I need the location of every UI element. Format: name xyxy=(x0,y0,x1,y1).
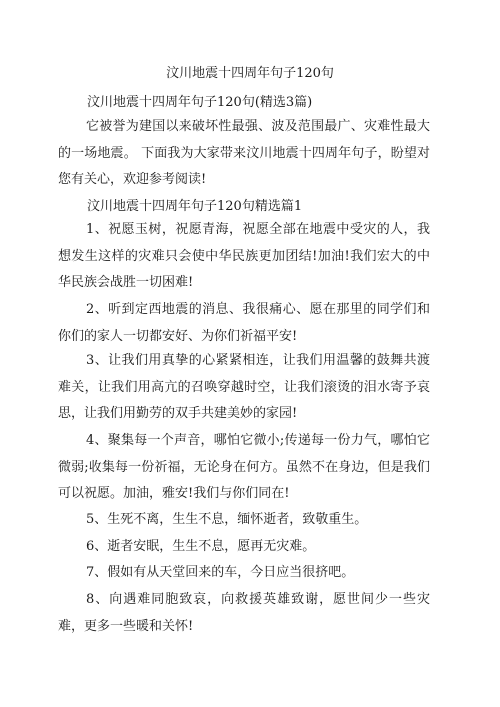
list-item: 3、让我们用真挚的心紧紧相连，让我们用温馨的鼓舞共渡难关，让我们用高亢的召唤穿越时空，让我们滚烫的泪水寄予哀思，让我们用勤劳的双手共建美妙的家园! xyxy=(58,353,430,421)
document-title: 汶川地震十四周年句子120句 xyxy=(166,66,334,81)
section-heading: 汶川地震十四周年句子120句精选篇1 xyxy=(87,199,303,214)
list-item: 1、祝愿玉树，祝愿青海，祝愿全部在地震中受灾的人，我想发生这样的灾难只会使中华民族更加团结!加油!我们宏大的中华民族会战胜一切困难! xyxy=(58,222,430,290)
list-item: 8、向遇难同胞致哀，向救援英雄致谢，愿世间少一些灾难，更多一些暖和关怀! xyxy=(58,592,430,634)
list-item: 5、生死不离，生生不息，缅怀逝者，致敬重生。 xyxy=(86,512,368,527)
document-subtitle: 汶川地震十四周年句子120句(精选3篇) xyxy=(87,95,313,110)
list-item: 2、听到定西地震的消息、我很痛心、愿在那里的同学们和你们的家人一切都安好、为你们祈福平安! xyxy=(58,302,430,344)
list-item: 4、聚集每一个声音，哪怕它微小;传递每一份力气，哪怕它微弱;收集每一份祈福，无论身在何方。虽然不在身边，但是我们可以祝愿。加油，雅安!我们与你们同在! xyxy=(58,433,430,501)
intro-paragraph: 它被誉为建国以来破坏性最强、波及范围最广、灾难性最大的一场地震。 下面我为大家带来汶川地震十四周年句子，盼望对您有关心，欢迎参考阅读! xyxy=(58,119,430,187)
list-item: 6、逝者安眠，生生不息，愿再无灾难。 xyxy=(86,539,316,554)
list-item: 7、假如有从天堂回来的车，今日应当很挤吧。 xyxy=(86,565,355,580)
